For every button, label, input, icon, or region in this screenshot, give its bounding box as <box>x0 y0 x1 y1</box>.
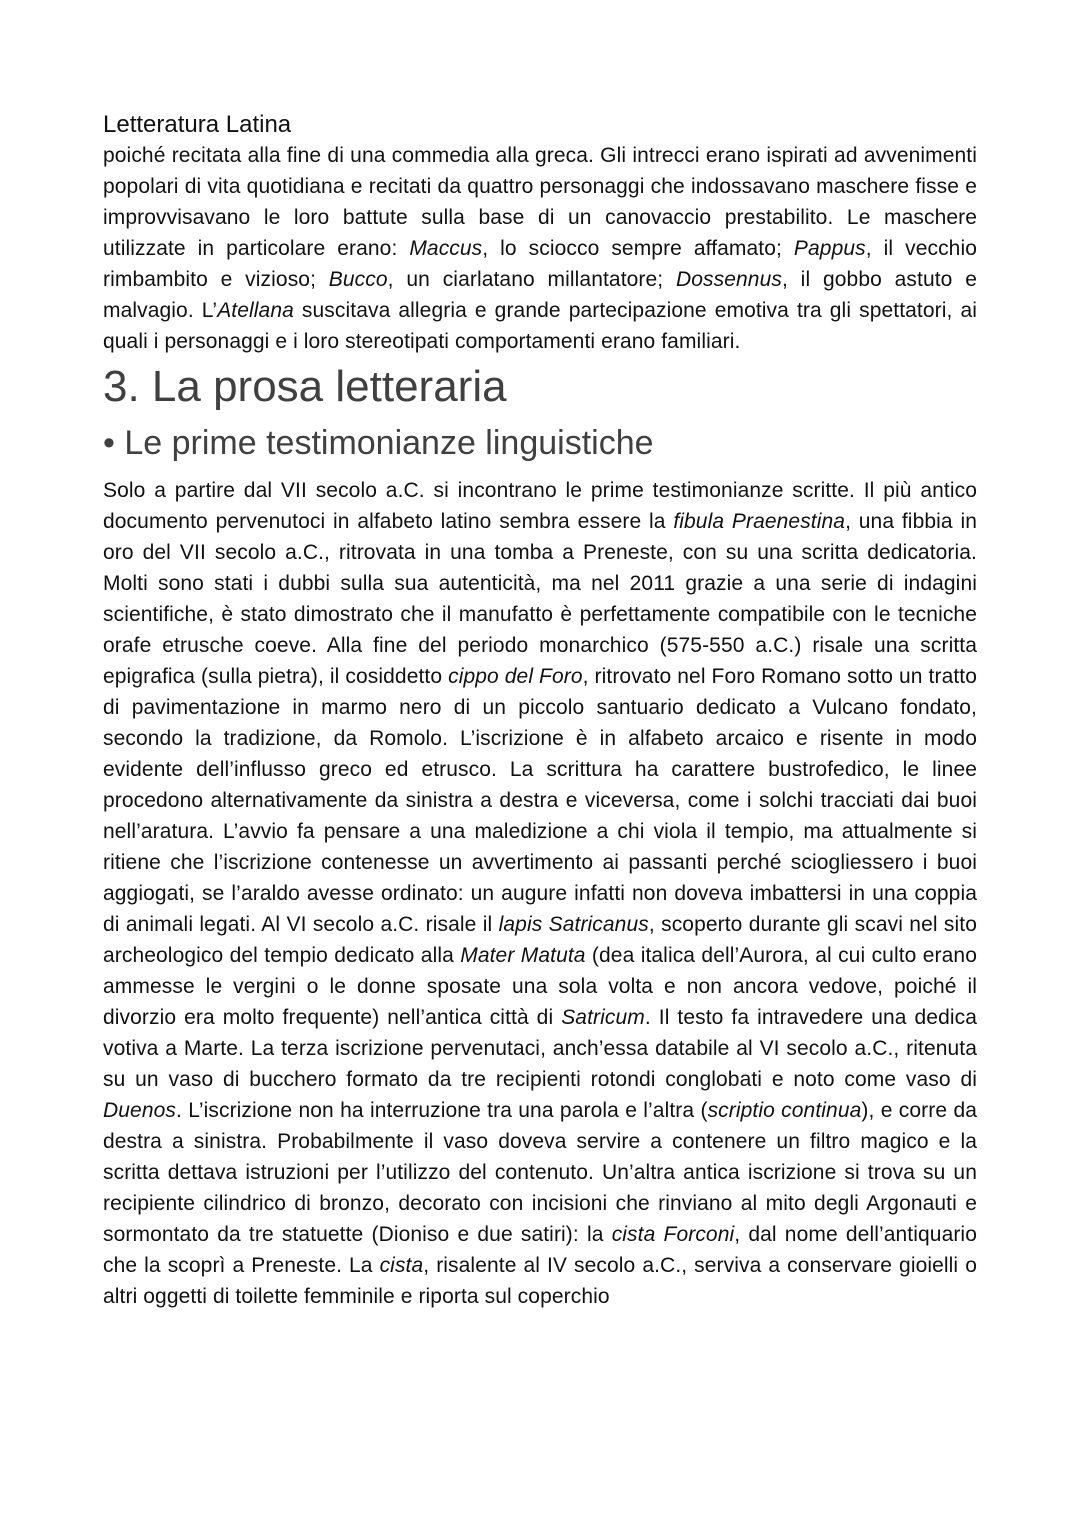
text-run: , ritrovato nel Foro Romano sotto un tratto di pavimentazione in marmo nero di un piccolo santuario dedicato a Vulcano fondato, secondo la tradizione, da Romolo. L’iscrizione è in alfabeto arcaico e risente in modo evidente dell’influsso greco ed etrusco. La scrittura ha carattere bustrofedico, le linee procedono alternativamente da sinistra a destra e viceversa, come i solchi tracciati dai buoi nell’aratura. L’avvio fa pensare a una maledizione a chi viola il tempio, ma attualmente si ritiene che l’iscrizione contenesse un avvertimento ai passanti perché sciogliessero i buoi aggiogati, se l’araldo avesse ordinato: un augure infatti non doveva imbattersi in una coppia di animali legati. Al VI secolo a.C. risale il <box>103 665 978 936</box>
section-title: 3. La prosa letteraria <box>103 362 507 411</box>
italic-term: Duenos <box>103 1099 176 1122</box>
text-run: ), e corre da destra a sinistra. Probabilmente il vaso doveva servire a contenere un filtro magico e la scritta dettava istruzioni per l’utilizzo del contenuto. Un’altra antica iscrizione si trova su un recipiente cilindrico di bronzo, decorato con incisioni che rinviano al mito degli Argonauti e sormontato da tre statuette (Dioniso e due satiri): la <box>103 1099 978 1246</box>
italic-term: Satricum <box>561 1006 645 1029</box>
italic-term: fibula Praenestina <box>673 510 846 533</box>
bullet-icon: • <box>103 424 115 462</box>
italic-term: cippo del Foro <box>448 665 583 688</box>
subsection-title: Le prime testimonianze linguistiche <box>124 424 654 462</box>
running-title: Letteratura Latina <box>103 111 292 138</box>
text-run: , una fibbia in oro del VII secolo a.C., ritrovata in una tomba a Preneste, con su una scritta dedicatoria. Molti sono stati i dubbi sulla sua autenticità, ma nel 2011 grazie a una serie di indagini scientifiche, è stato dimostrato che il manufatto è perfettamente compatibile con le tecniche orafe etrusche coeve. Alla fine del periodo monarchico (575-550 a.C.) risale una scritta epigrafica (sulla pietra), il cosiddetto <box>103 510 977 688</box>
italic-term: scriptio continua <box>707 1099 862 1122</box>
text-run: , lo sciocco sempre affamato; <box>482 237 794 260</box>
text-run: . Il testo fa intravedere una dedica votiva a Marte. La terza iscrizione pervenutaci, anch’essa databile al VI secolo a.C., ritenuta su un vaso di bucchero formato da tre recipienti rotondi conglobati e noto come vaso di <box>103 1006 977 1091</box>
text-run: . L’iscrizione non ha interruzione tra una parola e l’altra ( <box>175 1099 708 1122</box>
text-run: , dal nome dell’antiquario che la scoprì a Preneste. La <box>103 1223 977 1277</box>
text-run: , il gobbo astuto e malvagio. L’ <box>103 268 978 322</box>
italic-term: lapis Satricanus <box>498 913 649 936</box>
text-run: , il vecchio rimbambito e vizioso; <box>103 237 977 291</box>
italic-term: Maccus <box>409 237 483 260</box>
paragraph-atellana <box>103 140 977 357</box>
text-run: suscitava allegria e grande partecipazione emotiva tra gli spettatori, ai quali i personaggi e i loro stereotipati comportamenti erano familiari. <box>103 299 977 353</box>
italic-term: Mater Matuta <box>460 944 586 967</box>
text-run: , risalente al IV secolo a.C., serviva a conservare gioielli o altri oggetti di toilette femminile e riporta sul coperchio <box>103 1254 977 1308</box>
text-run: , un ciarlatano millantatore; <box>387 268 676 291</box>
document-page <box>103 109 977 1312</box>
italic-term: cista Forconi <box>611 1223 735 1246</box>
subsection-heading <box>103 419 977 467</box>
italic-term: Bucco <box>328 268 388 291</box>
italic-term: Dossennus <box>676 268 782 291</box>
text-run: Solo a partire dal VII secolo a.C. si incontrano le prime testimonianze scritte. Il più antico documento pervenutoci in alfabeto latino sembra essere la <box>103 479 977 533</box>
paragraph-testimonianze <box>103 475 977 1312</box>
italic-term: Atellana <box>217 299 294 322</box>
italic-term: cista <box>379 1254 424 1277</box>
text-run: , scoperto durante gli scavi nel sito archeologico del tempio dedicato alla <box>103 913 977 967</box>
text-run: (dea italica dell’Aurora, al cui culto erano ammesse le vergini o le donne sposate una sola volta e non ancora vedove, poiché il divorzio era molto frequente) nell’antica città di <box>103 944 977 1029</box>
italic-term: Pappus <box>793 237 866 260</box>
text-run: poiché recitata alla fine di una commedia alla greca. Gli intrecci erano ispirati ad avvenimenti popolari di vita quotidiana e recitati da quattro personaggi che indossavano maschere fisse e improvvisavano le loro battute sulla base di un canovaccio prestabilito. Le maschere utilizzate in particolare erano: <box>103 144 977 260</box>
